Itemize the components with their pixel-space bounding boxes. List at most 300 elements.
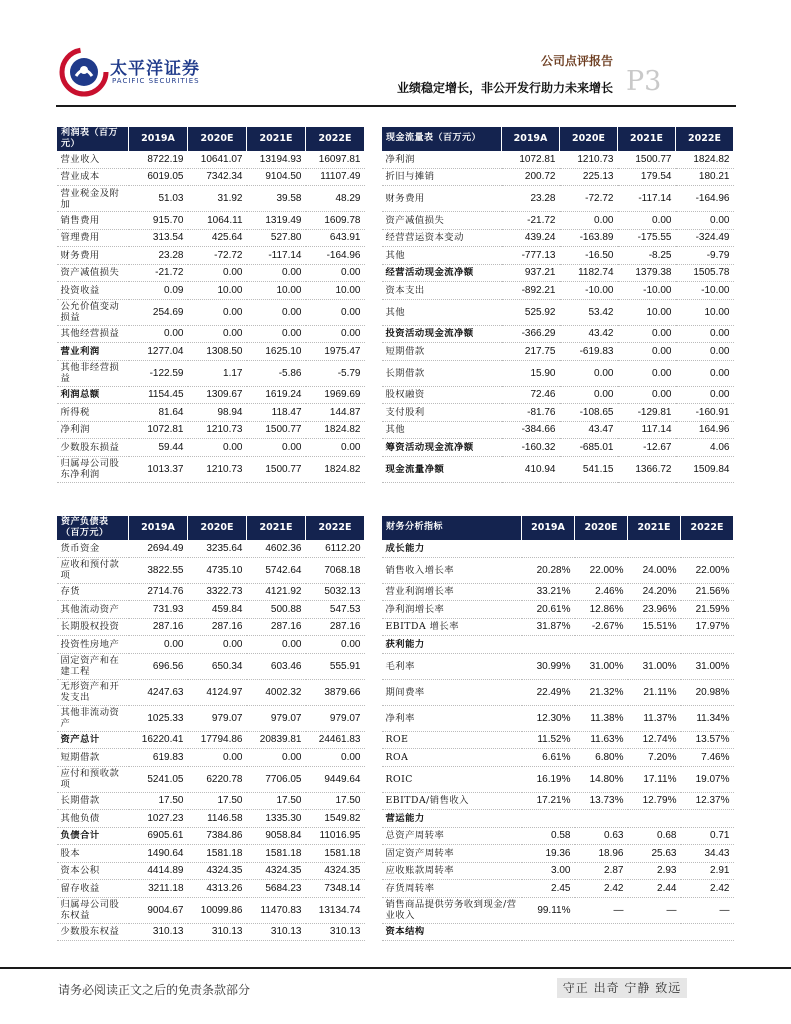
- row-label: 净利润增长率: [382, 601, 522, 619]
- table-row: [382, 151, 734, 169]
- table-row: [57, 557, 365, 583]
- table-row: [57, 618, 365, 636]
- row-value: 5742.64: [247, 557, 306, 583]
- row-value: [628, 636, 681, 654]
- row-label: 折旧与摊销: [382, 168, 502, 186]
- row-value: 7342.34: [188, 168, 247, 186]
- year-header: 2022E: [306, 127, 365, 151]
- row-value: 547.53: [306, 601, 365, 619]
- row-value: 12.37%: [681, 792, 734, 810]
- row-value: 31.92: [188, 186, 247, 212]
- row-value: 425.64: [188, 229, 247, 247]
- row-value: 1581.18: [306, 845, 365, 863]
- blank-cell: [618, 482, 676, 496]
- row-value: -108.65: [560, 404, 618, 422]
- row-label: 毛利率: [382, 653, 522, 679]
- table-row: [57, 360, 365, 386]
- row-value: -12.67: [618, 439, 676, 457]
- row-label: 存货: [57, 583, 129, 601]
- table-row: [57, 679, 365, 705]
- row-value: -9.79: [676, 247, 734, 265]
- row-value: 11.63%: [575, 731, 628, 749]
- table-row: [382, 923, 734, 941]
- row-value: 2694.49: [129, 540, 188, 558]
- row-label: 公允价值变动损益: [57, 299, 129, 325]
- year-header: 2022E: [681, 516, 734, 540]
- blank-cell: [676, 482, 734, 496]
- row-label: 总资产周转率: [382, 827, 522, 845]
- financial-ratios-table: [381, 515, 734, 941]
- table-row: [57, 601, 365, 619]
- row-label: 少数股东损益: [57, 439, 129, 457]
- row-label: 现金流量净额: [382, 456, 502, 482]
- row-value: 72.46: [502, 386, 560, 404]
- row-label: 财务费用: [57, 247, 129, 265]
- row-label: 投资性房地产: [57, 636, 129, 654]
- table-header-row: [57, 127, 365, 151]
- year-header: 2019A: [522, 516, 575, 540]
- table-row: [57, 731, 365, 749]
- row-value: 164.96: [676, 421, 734, 439]
- row-value: -10.00: [676, 282, 734, 300]
- logo-chinese-name: 太平洋证券: [110, 59, 200, 79]
- row-value: [681, 923, 734, 941]
- table-row: [382, 749, 734, 767]
- row-value: 1210.73: [188, 421, 247, 439]
- row-value: 0.09: [129, 282, 188, 300]
- row-value: 310.13: [306, 923, 365, 941]
- row-value: 12.86%: [575, 601, 628, 619]
- row-label: 资产减值损失: [382, 212, 502, 230]
- row-value: 4124.97: [188, 679, 247, 705]
- balance-sheet-table: [56, 515, 365, 941]
- row-value: 20.61%: [522, 601, 575, 619]
- row-value: -160.91: [676, 404, 734, 422]
- table-row: [382, 845, 734, 863]
- row-value: 2.45: [522, 880, 575, 898]
- row-label: 所得税: [57, 404, 129, 422]
- cashflow-statement-table: [381, 126, 734, 496]
- row-value: 1146.58: [188, 810, 247, 828]
- row-value: 144.87: [306, 404, 365, 422]
- year-header: 2020E: [575, 516, 628, 540]
- row-value: 225.13: [560, 168, 618, 186]
- row-value: 731.93: [129, 601, 188, 619]
- row-value: 7.46%: [681, 749, 734, 767]
- row-value: 603.46: [247, 653, 306, 679]
- row-value: 30.99%: [522, 653, 575, 679]
- row-label: ROIC: [382, 766, 522, 792]
- row-value: 0.00: [676, 386, 734, 404]
- blank-row: [382, 482, 734, 496]
- row-label: 利润总额: [57, 386, 129, 404]
- row-value: -122.59: [129, 360, 188, 386]
- row-value: [575, 636, 628, 654]
- row-label: 营业税金及附加: [57, 186, 129, 212]
- row-value: 1277.04: [129, 343, 188, 361]
- row-value: 179.54: [618, 168, 676, 186]
- row-value: 18.96: [575, 845, 628, 863]
- year-header: 2019A: [129, 127, 188, 151]
- row-value: -10.00: [560, 282, 618, 300]
- table-row: [57, 325, 365, 343]
- table-row: [57, 151, 365, 169]
- row-value: 10.00: [188, 282, 247, 300]
- row-label: 其他非流动资产: [57, 705, 129, 731]
- row-value: 13194.93: [247, 151, 306, 169]
- row-label: 应付和预收款项: [57, 766, 129, 792]
- year-header: 2019A: [129, 516, 188, 540]
- table-row: [57, 404, 365, 422]
- row-value: 0.68: [628, 827, 681, 845]
- row-value: -892.21: [502, 282, 560, 300]
- row-value: 22.00%: [575, 557, 628, 583]
- row-value: 0.00: [247, 439, 306, 457]
- row-value: 310.13: [129, 923, 188, 941]
- table-row: [57, 386, 365, 404]
- table-row: [382, 810, 734, 828]
- row-value: 979.07: [306, 705, 365, 731]
- row-value: 1154.45: [129, 386, 188, 404]
- row-value: -164.96: [676, 186, 734, 212]
- row-value: 1072.81: [129, 421, 188, 439]
- row-value: 0.00: [306, 325, 365, 343]
- row-value: 12.74%: [628, 731, 681, 749]
- table-header-row: [382, 516, 734, 540]
- row-value: 0.63: [575, 827, 628, 845]
- table-row: [57, 636, 365, 654]
- row-value: 0.00: [676, 212, 734, 230]
- row-value: 4324.35: [247, 862, 306, 880]
- blank-cell: [560, 482, 618, 496]
- row-value: -81.76: [502, 404, 560, 422]
- table-row: [382, 601, 734, 619]
- table-row: [382, 212, 734, 230]
- row-value: 1509.84: [676, 456, 734, 482]
- row-value: [575, 923, 628, 941]
- row-value: 7.20%: [628, 749, 681, 767]
- row-value: 1969.69: [306, 386, 365, 404]
- row-value: 0.00: [129, 325, 188, 343]
- row-value: 4121.92: [247, 583, 306, 601]
- row-label: EBITDA/销售收入: [382, 792, 522, 810]
- table-row: [382, 583, 734, 601]
- footer-divider: [0, 967, 791, 969]
- row-value: -163.89: [560, 229, 618, 247]
- row-value: 11.52%: [522, 731, 575, 749]
- row-value: 10.00: [247, 282, 306, 300]
- row-label: ROA: [382, 749, 522, 767]
- row-label: 期间费率: [382, 679, 522, 705]
- table-row: [382, 439, 734, 457]
- table-row: [57, 705, 365, 731]
- row-value: 0.00: [560, 360, 618, 386]
- row-value: 99.11%: [522, 897, 575, 923]
- row-value: 24.00%: [628, 557, 681, 583]
- row-value: 0.00: [188, 264, 247, 282]
- blank-cell: [188, 482, 247, 496]
- row-value: 643.91: [306, 229, 365, 247]
- row-label: 营业收入: [57, 151, 129, 169]
- row-value: 1549.82: [306, 810, 365, 828]
- row-value: 0.00: [618, 212, 676, 230]
- table-row: [57, 897, 365, 923]
- table-row: [382, 653, 734, 679]
- row-label: 营业成本: [57, 168, 129, 186]
- row-value: 3879.66: [306, 679, 365, 705]
- row-value: [522, 636, 575, 654]
- row-value: 0.00: [306, 439, 365, 457]
- table-row: [382, 618, 734, 636]
- row-value: 0.00: [247, 299, 306, 325]
- row-value: 0.71: [681, 827, 734, 845]
- row-value: 1824.82: [306, 421, 365, 439]
- table-row: [57, 439, 365, 457]
- row-value: 1025.33: [129, 705, 188, 731]
- row-value: 21.56%: [681, 583, 734, 601]
- row-value: 0.58: [522, 827, 575, 845]
- blank-row: [57, 482, 365, 496]
- row-label: 净利润: [382, 151, 502, 169]
- table-row: [57, 299, 365, 325]
- table-row: [57, 653, 365, 679]
- row-label: 固定资产周转率: [382, 845, 522, 863]
- row-value: 6905.61: [129, 827, 188, 845]
- row-value: 3.00: [522, 862, 575, 880]
- table-row: [382, 880, 734, 898]
- row-value: 313.54: [129, 229, 188, 247]
- row-value: 19.36: [522, 845, 575, 863]
- row-label: 管理费用: [57, 229, 129, 247]
- table-row: [382, 325, 734, 343]
- table-row: [382, 540, 734, 558]
- row-label: 短期借款: [57, 749, 129, 767]
- row-value: 287.16: [188, 618, 247, 636]
- row-value: 4414.89: [129, 862, 188, 880]
- table-row: [382, 386, 734, 404]
- row-value: 1824.82: [676, 151, 734, 169]
- row-label: 股权融资: [382, 386, 502, 404]
- row-value: 6220.78: [188, 766, 247, 792]
- row-value: 180.21: [676, 168, 734, 186]
- disclaimer-note: 请务必阅读正文之后的免责条款部分: [58, 983, 251, 997]
- blank-cell: [129, 482, 188, 496]
- row-value: [522, 810, 575, 828]
- row-value: 14.80%: [575, 766, 628, 792]
- row-value: 7706.05: [247, 766, 306, 792]
- table-row: [382, 229, 734, 247]
- row-label: 股本: [57, 845, 129, 863]
- row-value: 1210.73: [188, 456, 247, 482]
- table-row: [382, 421, 734, 439]
- row-value: 4735.10: [188, 557, 247, 583]
- row-value: 5684.23: [247, 880, 306, 898]
- row-value: 17.21%: [522, 792, 575, 810]
- row-label: 营运能力: [382, 810, 522, 828]
- row-value: 2.46%: [575, 583, 628, 601]
- row-value: 3235.64: [188, 540, 247, 558]
- row-value: 525.92: [502, 299, 560, 325]
- row-value: 1072.81: [502, 151, 560, 169]
- row-value: 7384.86: [188, 827, 247, 845]
- row-value: 12.79%: [628, 792, 681, 810]
- row-label: 销售收入增长率: [382, 557, 522, 583]
- row-value: -324.49: [676, 229, 734, 247]
- row-value: 439.24: [502, 229, 560, 247]
- year-header: 2020E: [188, 127, 247, 151]
- year-header: 2022E: [676, 127, 734, 151]
- row-value: [681, 810, 734, 828]
- row-value: 11.34%: [681, 705, 734, 731]
- row-value: 21.59%: [681, 601, 734, 619]
- row-value: 10.00: [306, 282, 365, 300]
- row-value: 1366.72: [618, 456, 676, 482]
- row-value: 9104.50: [247, 168, 306, 186]
- row-value: 1013.37: [129, 456, 188, 482]
- row-value: 13.73%: [575, 792, 628, 810]
- row-value: 287.16: [129, 618, 188, 636]
- row-value: 24.20%: [628, 583, 681, 601]
- row-label: 营业利润增长率: [382, 583, 522, 601]
- row-label: 经营活动现金流净额: [382, 264, 502, 282]
- row-value: -5.86: [247, 360, 306, 386]
- row-value: 5241.05: [129, 766, 188, 792]
- row-value: 8722.19: [129, 151, 188, 169]
- row-label: 投资收益: [57, 282, 129, 300]
- row-value: 43.42: [560, 325, 618, 343]
- row-value: [522, 540, 575, 558]
- row-value: 1500.77: [618, 151, 676, 169]
- row-value: 937.21: [502, 264, 560, 282]
- row-value: 254.69: [129, 299, 188, 325]
- row-value: 979.07: [247, 705, 306, 731]
- row-label: 归属母公司股东权益: [57, 897, 129, 923]
- table-row: [57, 282, 365, 300]
- table-row: [382, 186, 734, 212]
- row-value: 11.38%: [575, 705, 628, 731]
- row-label: 应收和预付款项: [57, 557, 129, 583]
- row-value: -777.13: [502, 247, 560, 265]
- table-row: [382, 897, 734, 923]
- table-row: [382, 862, 734, 880]
- row-value: -384.66: [502, 421, 560, 439]
- table-row: [57, 247, 365, 265]
- row-value: [681, 540, 734, 558]
- table-row: [57, 168, 365, 186]
- row-value: 12.30%: [522, 705, 575, 731]
- row-value: 17.97%: [681, 618, 734, 636]
- table-row: [57, 421, 365, 439]
- row-value: 2.87: [575, 862, 628, 880]
- row-value: 21.11%: [628, 679, 681, 705]
- table-title: 利润表（百万元）: [57, 127, 129, 151]
- row-value: 17.50: [129, 792, 188, 810]
- row-value: 0.00: [560, 386, 618, 404]
- report-type: 公司点评报告: [540, 54, 613, 68]
- row-value: 7068.18: [306, 557, 365, 583]
- table-header-row: [57, 516, 365, 540]
- row-value: 0.00: [618, 360, 676, 386]
- table-title: 资产负债表（百万元）: [57, 516, 129, 540]
- table-row: [382, 299, 734, 325]
- row-value: 0.00: [676, 325, 734, 343]
- row-value: 4247.63: [129, 679, 188, 705]
- row-label: 资产总计: [57, 731, 129, 749]
- row-value: 0.00: [306, 264, 365, 282]
- row-value: 0.00: [247, 325, 306, 343]
- table-row: [382, 636, 734, 654]
- row-value: 10099.86: [188, 897, 247, 923]
- row-value: 3322.73: [188, 583, 247, 601]
- table-title: 财务分析指标: [382, 516, 522, 540]
- row-value: 0.00: [306, 299, 365, 325]
- table-row: [57, 186, 365, 212]
- row-value: 555.91: [306, 653, 365, 679]
- blank-cell: [247, 482, 306, 496]
- row-value: 0.00: [129, 636, 188, 654]
- row-value: 4.06: [676, 439, 734, 457]
- row-value: 34.43: [681, 845, 734, 863]
- row-value: —: [628, 897, 681, 923]
- row-value: 1975.47: [306, 343, 365, 361]
- row-label: 经营营运资本变动: [382, 229, 502, 247]
- row-value: 81.64: [129, 404, 188, 422]
- blank-cell: [502, 482, 560, 496]
- row-value: [628, 810, 681, 828]
- row-label: 获利能力: [382, 636, 522, 654]
- row-value: 915.70: [129, 212, 188, 230]
- row-value: 0.00: [618, 343, 676, 361]
- row-value: 527.80: [247, 229, 306, 247]
- row-value: 1609.78: [306, 212, 365, 230]
- row-value: 217.75: [502, 343, 560, 361]
- row-value: 11.37%: [628, 705, 681, 731]
- row-value: 31.87%: [522, 618, 575, 636]
- row-value: 0.00: [188, 325, 247, 343]
- row-value: 0.00: [247, 636, 306, 654]
- row-value: 2714.76: [129, 583, 188, 601]
- income-statement-table: [56, 126, 365, 496]
- row-value: 4002.32: [247, 679, 306, 705]
- table-row: [382, 247, 734, 265]
- row-value: 43.47: [560, 421, 618, 439]
- row-label: 负债合计: [57, 827, 129, 845]
- row-value: -16.50: [560, 247, 618, 265]
- row-label: 长期借款: [57, 792, 129, 810]
- row-value: 3822.55: [129, 557, 188, 583]
- row-value: 23.28: [129, 247, 188, 265]
- row-value: [628, 923, 681, 941]
- row-label: 销售费用: [57, 212, 129, 230]
- row-value: 17.50: [247, 792, 306, 810]
- row-value: -21.72: [129, 264, 188, 282]
- table-row: [382, 343, 734, 361]
- table-row: [382, 168, 734, 186]
- row-value: 6112.20: [306, 540, 365, 558]
- row-label: 固定资产和在建工程: [57, 653, 129, 679]
- row-value: 0.00: [247, 264, 306, 282]
- company-motto: 守正 出奇 宁静 致远: [557, 978, 687, 998]
- row-value: 17.11%: [628, 766, 681, 792]
- table-row: [382, 456, 734, 482]
- table-row: [382, 705, 734, 731]
- row-label: 成长能力: [382, 540, 522, 558]
- blank-cell: [57, 482, 129, 496]
- row-value: 1064.11: [188, 212, 247, 230]
- row-value: 20839.81: [247, 731, 306, 749]
- row-label: 投资活动现金流净额: [382, 325, 502, 343]
- table-row: [57, 540, 365, 558]
